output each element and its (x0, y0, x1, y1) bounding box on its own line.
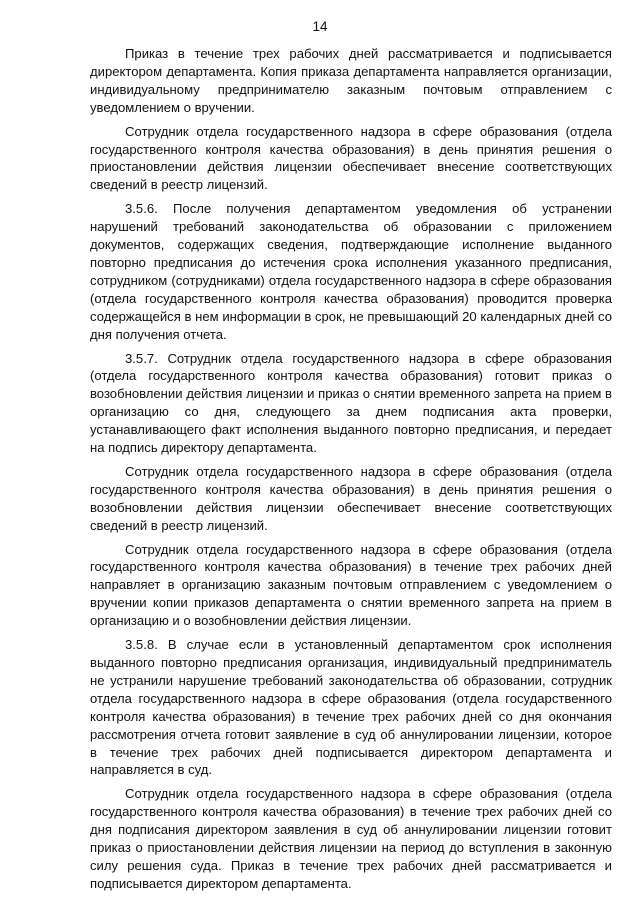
paragraph: Приказ в течение трех рабочих дней рассматривается и подписывается директором департамента. Копия приказа департамента направляется организации, индивидуальному предпринимателю заказным почтовым отправлением с уведомлением о вручении. (90, 46, 612, 115)
document-body (90, 45, 612, 899)
paragraph: 3.5.7. Сотрудник отдела государственного надзора в сфере образования (отдела государственного контроля качества образования) готовит приказ о возобновлении действия лицензии и приказ о снятии временного запрета на прием в организацию со дня, следующего за днем подписания акта проверки, устанавливающего факт исполнения выданного повторно предписания, и передает на подпись директору департамента. (90, 350, 612, 456)
paragraph: Сотрудник отдела государственного надзора в сфере образования (отдела государственного контроля качества образования) в течение трех рабочих дней направляет в организацию заказным почтовым отправлением с уведомлением о вручении копии приказов департамента о снятии временного запрета на прием в организацию и о возобновлении действия лицензии. (90, 541, 612, 629)
paragraph: 3.5.6. После получения департаментом уведомления об устранении нарушений требований законодательства об образовании с приложением документов, содержащих сведения, подтверждающие исполнение выданного повторно предписания до истечения срока исполнения указанного предписания, сотрудником (сотрудниками) отдела государственного надзора в сфере образования (отдела государственного контроля качества образования) проводится проверка содержащейся в нем информации в срок, не превышающий 20 календарных дней со дня получения отчета. (90, 201, 612, 342)
paragraph: Сотрудник отдела государственного надзора в сфере образования (отдела государственного контроля качества образования) в день принятия решения о приостановлении действия лицензии обеспечивает внесение соответствующих сведений в реестр лицензий. (90, 123, 612, 193)
paragraph: 3.5.8. В случае если в установленный департаментом срок исполнения выданного повторно предписания организация, индивидуальный предприниматель не устранили нарушение требований законодательства об образовании, сотрудник отдела государственного надзора в сфере образования (отдела государственного контроля качества образования) в течение трех рабочих дней со дня окончания рассмотрения отчета готовит заявление в суд об аннулировании лицензии, которое в течение трех рабочих дней подписывается директором департамента и направляется в суд. (90, 637, 612, 778)
page-number: 14 (312, 19, 328, 34)
paragraph: Сотрудник отдела государственного надзора в сфере образования (отдела государственного контроля качества образования) в течение трех рабочих дней со дня подписания директором заявления в суд об аннулировании лицензии готовит приказ о приостановлении действия лицензии на период до вступления в законную силу решения суда. Приказ в течение трех рабочих дней рассматривается и подписывается директором департамента. (90, 786, 612, 891)
paragraph: Сотрудник отдела государственного надзора в сфере образования (отдела государственного контроля качества образования) в день принятия решения о возобновлении действия лицензии обеспечивает внесение соответствующих сведений в реестр лицензий. (90, 463, 612, 533)
